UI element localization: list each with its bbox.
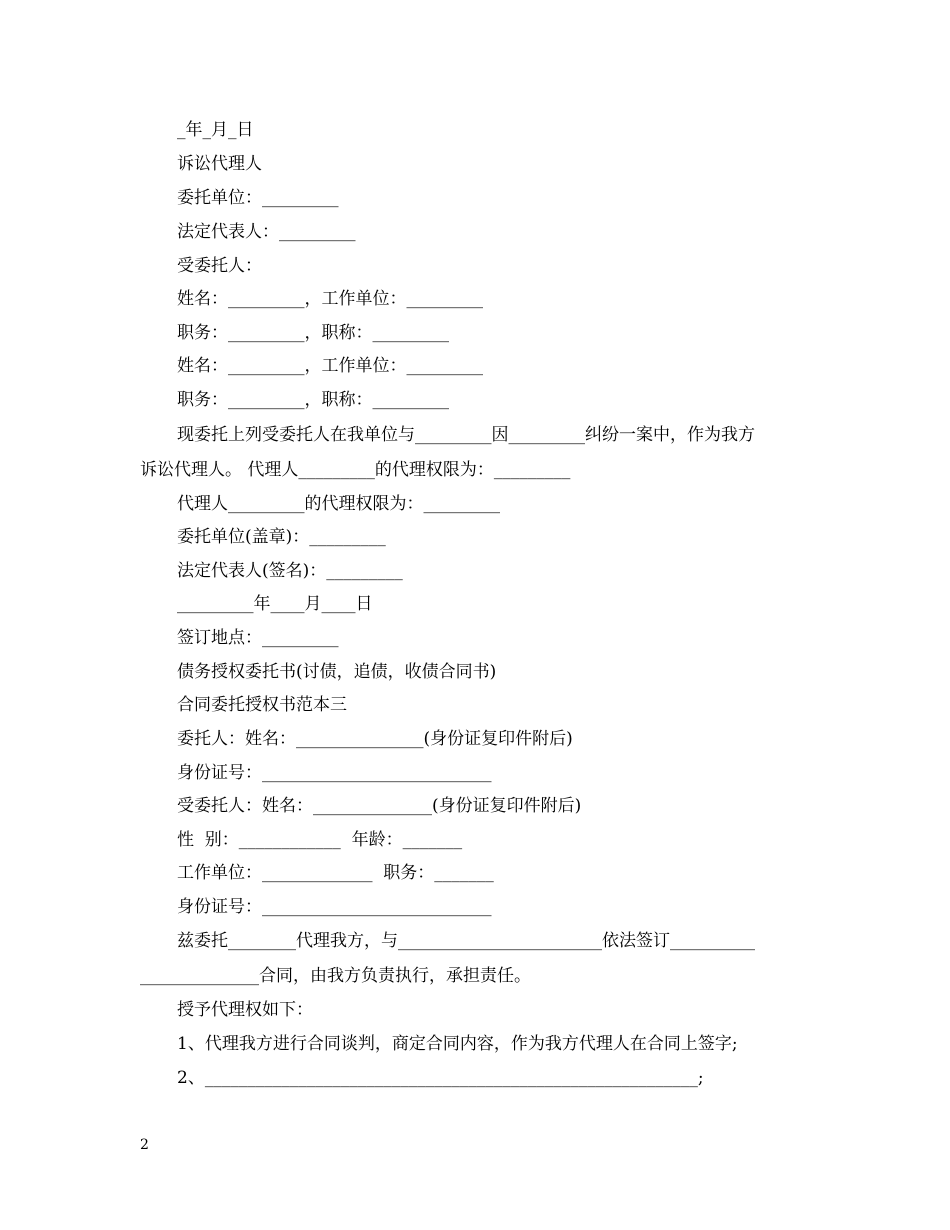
page-number: 2 [140,1137,149,1153]
principal-name-line: 委托人：姓名：_______________(身份证复印件附后) [177,729,573,749]
legal-representative-line: 法定代表人：_________ [177,222,356,242]
authority-item-1: 1、代理我方进行合同谈判，商定合同内容，作为我方代理人在合同上签字; [177,1034,738,1054]
legal-representative-signature-line: 法定代表人(签名)：_________ [177,561,403,581]
name-workplace-line-2: 姓名：_________，工作单位：_________ [177,356,483,376]
agent-id-number-line: 身份证号：___________________________ [177,897,492,917]
principal-id-number-line: 身份证号：___________________________ [177,763,492,783]
date-line: _年_月_日 [177,120,254,140]
entrustment-paragraph-line-2: 诉讼代理人。 代理人_________的代理权限为：_________ [140,460,571,480]
agent-name-line: 受委托人：姓名：______________(身份证复印件附后) [177,796,582,816]
signing-place-line: 签订地点：_________ [177,628,339,648]
debt-authorization-title: 债务授权委托书(讨债，追债，收债合同书) [177,662,497,682]
authority-granted-heading: 授予代理权如下： [177,1000,313,1020]
section-heading-litigation-agent: 诉讼代理人 [177,154,262,174]
workplace-position-line: 工作单位：_____________ 职务：_______ [177,863,494,883]
position-title-line-1: 职务：_________，职称：_________ [177,323,449,343]
delegation-paragraph-line-1: 兹委托________代理我方，与________________________依法签订__________ [177,931,755,951]
delegation-paragraph-line-2: ______________合同，由我方负责执行，承担责任。 [140,966,531,986]
entrusted-person-label: 受委托人： [177,256,262,276]
position-title-line-2: 职务：_________，职称：_________ [177,390,449,410]
contract-template-title: 合同委托授权书范本三 [177,695,347,715]
agent-authority-line: 代理人_________的代理权限为：_________ [177,494,500,514]
signing-date-line: _________年____月____日 [177,594,373,614]
entrusting-unit-seal-line: 委托单位(盖章)：_________ [177,527,386,547]
entrusting-unit-line: 委托单位：_________ [177,188,339,208]
authority-item-2: 2、__________________________________________________________; [177,1068,704,1088]
gender-age-line: 性 别：____________ 年龄：_______ [177,830,463,850]
entrustment-paragraph-line-1: 现委托上列受委托人在我单位与_________因_________纠纷一案中，作为我方 [177,425,755,445]
name-workplace-line-1: 姓名：_________，工作单位：_________ [177,289,483,309]
